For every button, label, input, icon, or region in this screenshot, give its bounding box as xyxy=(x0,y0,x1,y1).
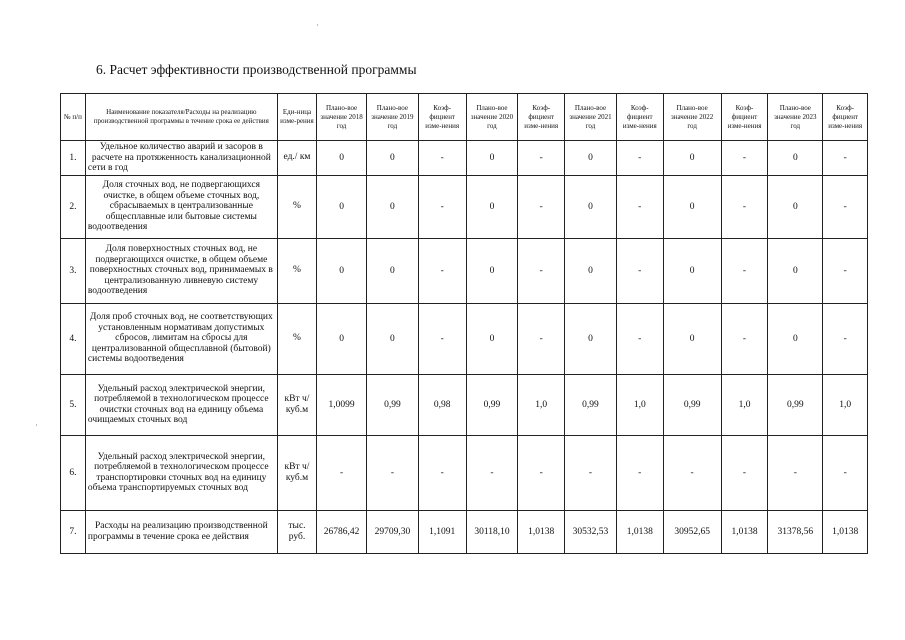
indicator-name: Доля поверхностных сточных вод, не подвергающихся очистке, в общем объеме поверхностных сточных вод, принимаемых в централизованную ливневую систему водоотведения xyxy=(85,238,277,303)
value-cell: - xyxy=(823,238,868,303)
unit-cell: кВт ч/куб.м xyxy=(277,435,316,510)
value-cell: - xyxy=(823,141,868,176)
value-cell: 0 xyxy=(466,141,518,176)
row-number: 5. xyxy=(61,374,86,435)
table-row xyxy=(61,510,868,553)
value-cell: - xyxy=(466,435,518,510)
value-cell: 0 xyxy=(366,238,418,303)
unit-cell: % xyxy=(277,175,316,238)
row-number: 2. xyxy=(61,175,86,238)
value-cell: 0 xyxy=(366,303,418,374)
table-row xyxy=(61,175,868,238)
row-number: 7. xyxy=(61,510,86,553)
header-cell: Плано-вое значение 2018 год xyxy=(317,94,367,141)
value-cell: 0 xyxy=(768,175,823,238)
value-cell: 1,0 xyxy=(518,374,565,435)
scan-mark xyxy=(317,24,318,26)
row-number: 3. xyxy=(61,238,86,303)
table-row xyxy=(61,435,868,510)
value-cell: 1,0138 xyxy=(823,510,868,553)
value-cell: 0 xyxy=(317,238,367,303)
value-cell: 0 xyxy=(466,303,518,374)
value-cell: 0 xyxy=(317,175,367,238)
indicator-name: Доля сточных вод, не подвергающихся очистке, в общем объеме сточных вод, сбрасываемых в централизованные общесплавные или бытовые системы водоотведения xyxy=(85,175,277,238)
value-cell: - xyxy=(317,435,367,510)
value-cell: - xyxy=(418,175,466,238)
value-cell: 0 xyxy=(768,303,823,374)
value-cell: 0 xyxy=(565,303,617,374)
header-cell: Наименование показателя/Расходы на реализацию производственной программы в течение срока ее действия xyxy=(85,94,277,141)
value-cell: 0 xyxy=(768,238,823,303)
row-number: 6. xyxy=(61,435,86,510)
efficiency-table xyxy=(60,93,868,554)
value-cell: 0 xyxy=(663,303,721,374)
value-cell: 0,99 xyxy=(663,374,721,435)
value-cell: 1,0099 xyxy=(317,374,367,435)
table-row xyxy=(61,303,868,374)
value-cell: - xyxy=(663,435,721,510)
value-cell: - xyxy=(366,435,418,510)
value-cell: - xyxy=(565,435,617,510)
value-cell: 1,0138 xyxy=(518,510,565,553)
header-cell: Плано-вое значение 2019 год xyxy=(366,94,418,141)
value-cell: 30532,53 xyxy=(565,510,617,553)
unit-cell: тыс. руб. xyxy=(277,510,316,553)
indicator-name: Удельный расход электрической энергии, потребляемой в технологическом процессе транспортировки сточных вод на единицу объема транспортируемых сточных вод xyxy=(85,435,277,510)
value-cell: - xyxy=(518,238,565,303)
value-cell: 0 xyxy=(366,141,418,176)
value-cell: 1,0 xyxy=(721,374,768,435)
value-cell: - xyxy=(616,141,663,176)
value-cell: - xyxy=(721,238,768,303)
value-cell: 0,99 xyxy=(466,374,518,435)
header-cell: Плано-вое значение 2021 год xyxy=(565,94,617,141)
value-cell: - xyxy=(418,435,466,510)
header-cell: Еди-ница изме-рения xyxy=(277,94,316,141)
value-cell: 0 xyxy=(663,141,721,176)
value-cell: - xyxy=(616,435,663,510)
value-cell: 0 xyxy=(317,303,367,374)
header-cell: Коэф-фициент изме-нения xyxy=(418,94,466,141)
unit-cell: % xyxy=(277,303,316,374)
value-cell: 0,99 xyxy=(565,374,617,435)
header-cell: Коэф-фициент изме-нения xyxy=(721,94,768,141)
unit-cell: кВт ч/куб.м xyxy=(277,374,316,435)
value-cell: 29709,30 xyxy=(366,510,418,553)
header-cell: Коэф-фициент изме-нения xyxy=(823,94,868,141)
table-row xyxy=(61,374,868,435)
value-cell: 30952,65 xyxy=(663,510,721,553)
value-cell: - xyxy=(721,435,768,510)
value-cell: - xyxy=(721,175,768,238)
value-cell: 0 xyxy=(768,141,823,176)
value-cell: - xyxy=(768,435,823,510)
value-cell: - xyxy=(823,303,868,374)
table-row xyxy=(61,238,868,303)
page-title: 6. Расчет эффективности производственной программы xyxy=(96,62,417,77)
indicator-name: Удельный расход электрической энергии, потребляемой в технологическом процессе очистки сточных вод на единицу объема очищаемых сточных вод xyxy=(85,374,277,435)
value-cell: 0 xyxy=(565,238,617,303)
value-cell: 0 xyxy=(466,238,518,303)
header-cell: № п/п xyxy=(61,94,86,141)
unit-cell: ед./ км xyxy=(277,141,316,176)
header-cell: Плано-вое значение 2022 год xyxy=(663,94,721,141)
value-cell: - xyxy=(616,303,663,374)
value-cell: 0 xyxy=(565,175,617,238)
value-cell: 26786,42 xyxy=(317,510,367,553)
row-number: 4. xyxy=(61,303,86,374)
unit-cell: % xyxy=(277,238,316,303)
value-cell: 1,0138 xyxy=(721,510,768,553)
value-cell: 1,1091 xyxy=(418,510,466,553)
scan-mark xyxy=(36,424,37,426)
header-cell: Коэф-фициент изме-нения xyxy=(518,94,565,141)
value-cell: - xyxy=(518,141,565,176)
table-row xyxy=(61,141,868,176)
value-cell: 0 xyxy=(366,175,418,238)
header-cell: Коэф-фициент изме-нения xyxy=(616,94,663,141)
value-cell: - xyxy=(418,141,466,176)
value-cell: 1,0 xyxy=(616,374,663,435)
value-cell: 1,0138 xyxy=(616,510,663,553)
row-number: 1. xyxy=(61,141,86,176)
value-cell: 0 xyxy=(663,175,721,238)
value-cell: - xyxy=(721,303,768,374)
value-cell: 0,99 xyxy=(366,374,418,435)
value-cell: - xyxy=(616,175,663,238)
value-cell: - xyxy=(823,175,868,238)
value-cell: - xyxy=(823,435,868,510)
value-cell: - xyxy=(721,141,768,176)
value-cell: 1,0 xyxy=(823,374,868,435)
value-cell: 0 xyxy=(565,141,617,176)
value-cell: 0 xyxy=(663,238,721,303)
value-cell: 31378,56 xyxy=(768,510,823,553)
table-header-row xyxy=(61,94,868,141)
indicator-name: Доля проб сточных вод, не соответствующих установленным нормативам допустимых сбросов, лимитам на сбросы для централизованной общесплавной (бытовой) системы водоотведения xyxy=(85,303,277,374)
value-cell: - xyxy=(418,303,466,374)
value-cell: - xyxy=(518,175,565,238)
indicator-name: Расходы на реализацию производственной программы в течение срока ее действия xyxy=(85,510,277,553)
header-cell: Плано-вое значение 2020 год xyxy=(466,94,518,141)
value-cell: - xyxy=(418,238,466,303)
value-cell: 0,99 xyxy=(768,374,823,435)
value-cell: - xyxy=(518,435,565,510)
value-cell: - xyxy=(518,303,565,374)
value-cell: 0 xyxy=(317,141,367,176)
value-cell: 30118,10 xyxy=(466,510,518,553)
indicator-name: Удельное количество аварий и засоров в расчете на протяженность канализационной сети в год xyxy=(85,141,277,176)
value-cell: 0 xyxy=(466,175,518,238)
header-cell: Плано-вое значение 2023 год xyxy=(768,94,823,141)
value-cell: - xyxy=(616,238,663,303)
value-cell: 0,98 xyxy=(418,374,466,435)
